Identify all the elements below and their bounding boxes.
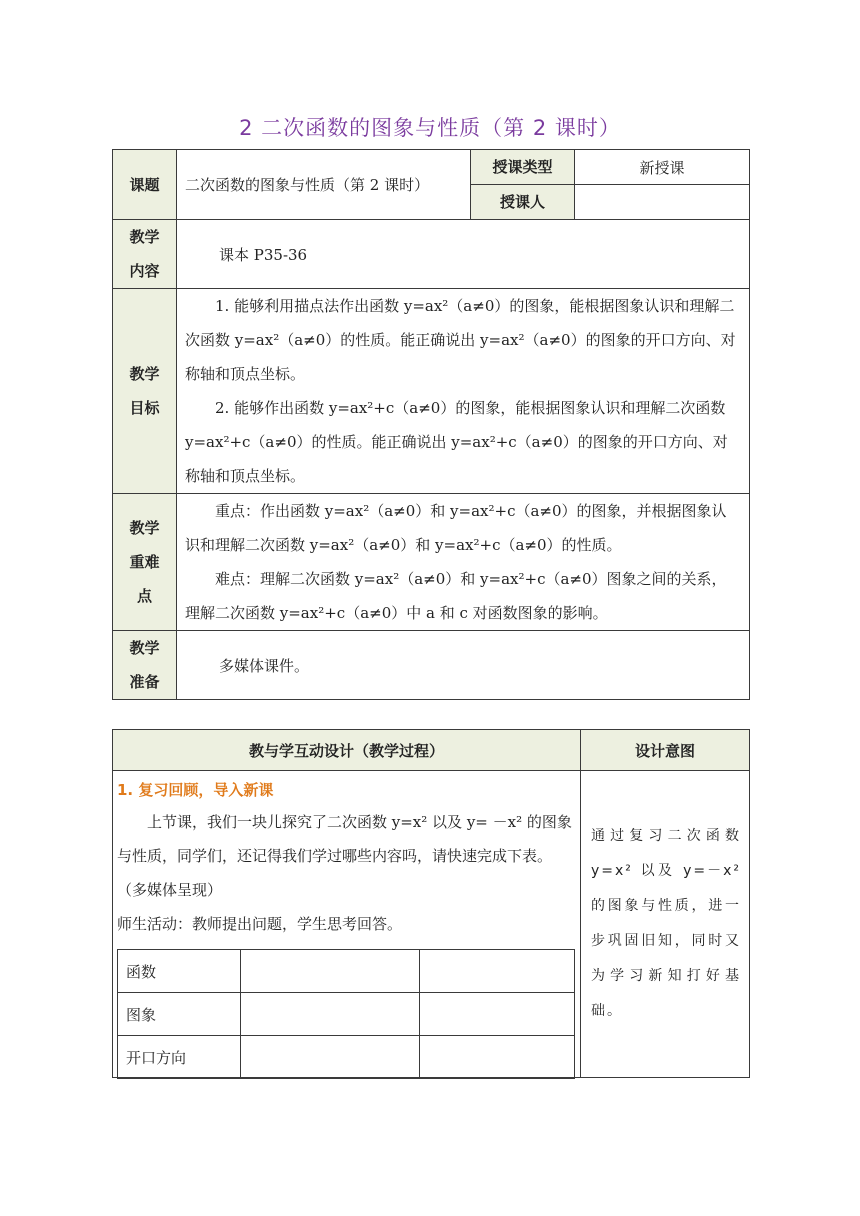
- goals-cell: [177, 289, 750, 494]
- table-cell: [420, 950, 575, 993]
- row-label: 开口方向: [118, 1036, 241, 1079]
- table-cell: [241, 1036, 420, 1079]
- goal-item: 2. 能够作出函数 y=ax²+c（a≠0）的图象，能根据图象认识和理解二次函数 y=ax²+c（a≠0）的性质。能正确说出 y=ax²+c（a≠0）的图象的开口方向、对称轴和顶点坐标。: [185, 399, 728, 485]
- section-title: 1. 复习回顾，导入新课: [117, 781, 274, 799]
- table-cell: [241, 950, 420, 993]
- content-value: 课本 P35-36: [177, 220, 750, 289]
- process-table: [112, 729, 750, 1078]
- table-cell: [241, 993, 420, 1036]
- design-intent-text: 通过复习二次函数 y=x² 以及 y=－x² 的图象与性质，进一步巩固旧知，同时又为学习新知打好基础。: [591, 828, 741, 1019]
- content-label: 教学内容: [113, 220, 177, 289]
- table-row: [118, 1036, 575, 1079]
- table-cell: [420, 1036, 575, 1079]
- topic-label: 课题: [113, 150, 177, 220]
- row-label: 函数: [118, 950, 241, 993]
- prep-value: 多媒体课件。: [177, 631, 750, 700]
- topic-value: 二次函数的图象与性质（第 2 课时）: [177, 150, 471, 220]
- table-cell: [420, 993, 575, 1036]
- intent-header: 设计意图: [581, 730, 750, 771]
- keypoints-cell: [177, 494, 750, 631]
- page-title: 2 二次函数的图象与性质（第 2 课时）: [239, 116, 621, 140]
- goals-label: 教学目标: [113, 289, 177, 494]
- intent-cell: [581, 771, 750, 1078]
- lesson-type-label: 授课类型: [471, 150, 575, 185]
- prep-label: 教学准备: [113, 631, 177, 700]
- keypoints-label: 教学重难点: [113, 494, 177, 631]
- row-label: 图象: [118, 993, 241, 1036]
- table-row: [118, 950, 575, 993]
- keypoint-item: 难点：理解二次函数 y=ax²（a≠0）和 y=ax²+c（a≠0）图象之间的关系，理解二次函数 y=ax²+c（a≠0）中 a 和 c 对函数图象的影响。: [185, 570, 727, 622]
- process-header: 教与学互动设计（教学过程）: [113, 730, 581, 771]
- lesson-type-value: 新授课: [575, 150, 750, 185]
- teacher-value: [575, 185, 750, 220]
- process-cell: [113, 771, 581, 1078]
- review-table: [117, 949, 575, 1079]
- intro-paragraph: 上节课，我们一块儿探究了二次函数 y=x² 以及 y= －x² 的图象与性质，同学们，还记得我们学过哪些内容吗，请快速完成下表。（多媒体呈现）: [117, 813, 572, 899]
- lesson-info-table: [112, 149, 750, 700]
- activity-paragraph: 师生活动：教师提出问题，学生思考回答。: [117, 915, 403, 933]
- table-row: [118, 993, 575, 1036]
- keypoint-item: 重点：作出函数 y=ax²（a≠0）和 y=ax²+c（a≠0）的图象，并根据图象认识和理解二次函数 y=ax²（a≠0）和 y=ax²+c（a≠0）的性质。: [185, 502, 727, 554]
- teacher-label: 授课人: [471, 185, 575, 220]
- goal-item: 1. 能够利用描点法作出函数 y=ax²（a≠0）的图象，能根据图象认识和理解二次函数 y=ax²（a≠0）的性质。能正确说出 y=ax²（a≠0）的图象的开口方向、对称轴和顶点坐标。: [185, 297, 736, 383]
